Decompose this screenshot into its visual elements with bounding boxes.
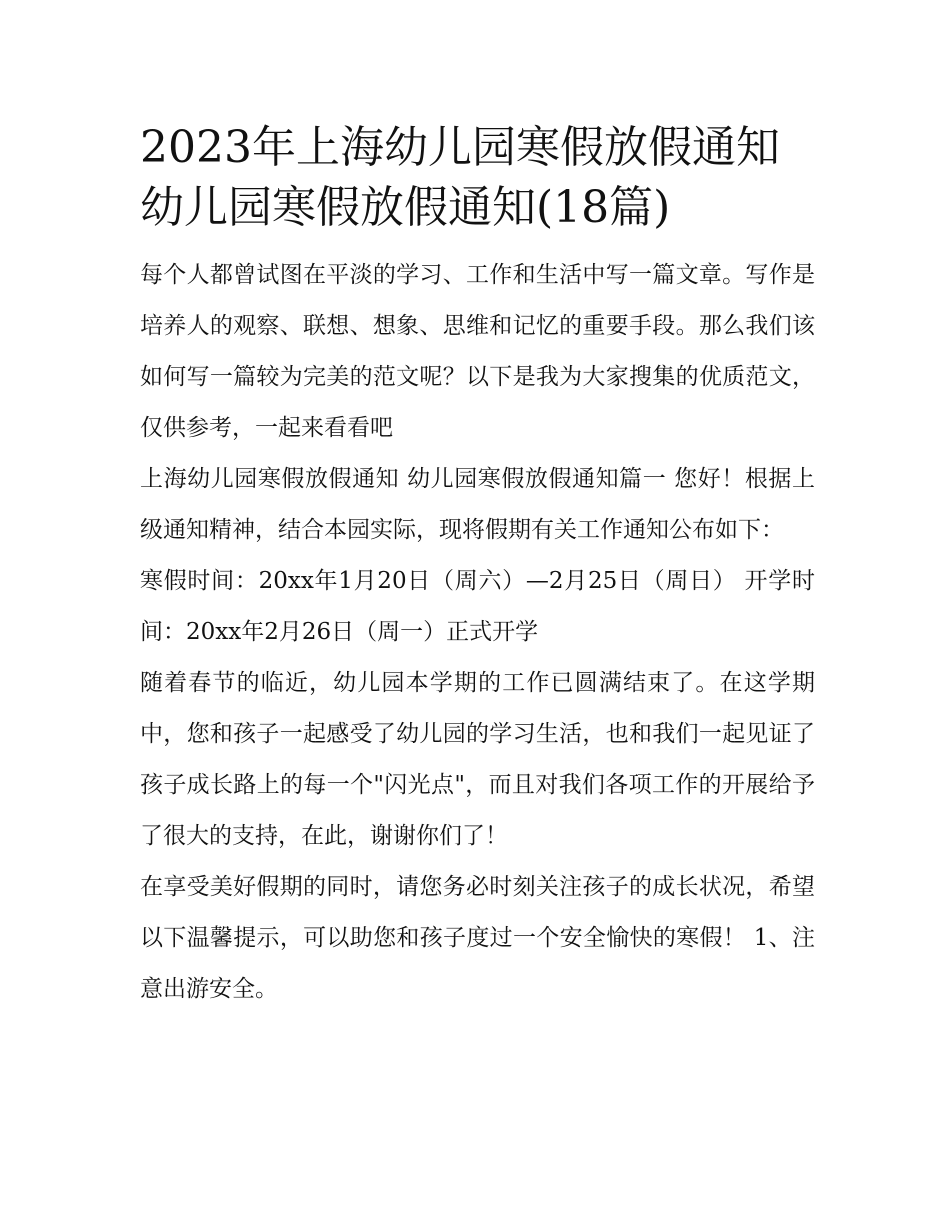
paragraph-thanks: 随着春节的临近，幼儿园本学期的工作已圆满结束了。在这学期中，您和孩子一起感受了幼儿园的学习生活，也和我们一起见证了孩子成长路上的每一个"闪光点"，而且对我们各项工作的开展给予了很大的支持，在此，谢谢你们了！ <box>140 670 815 849</box>
paragraph-tips: 在享受美好假期的同时，请您务必时刻关注孩子的成长状况，希望以下温馨提示，可以助您和孩子度过一个安全愉快的寒假！ 1、注意出游安全。 <box>140 874 815 1002</box>
paragraph-intro: 每个人都曾试图在平淡的学习、工作和生活中写一篇文章。写作是培养人的观察、联想、想象、思维和记忆的重要手段。那么我们该如何写一篇较为完美的范文呢？以下是我为大家搜集的优质范文，仅供参考，一起来看看吧 <box>140 262 815 441</box>
document-content <box>140 118 815 1015</box>
paragraph-notice-opening: 上海幼儿园寒假放假通知 幼儿园寒假放假通知篇一 您好！根据上级通知精神，结合本园实际，现将假期有关工作通知公布如下： <box>140 466 815 543</box>
paragraph-schedule: 寒假时间：20xx年1月20日（周六）—2月25日（周日） 开学时间：20xx年2月26日（周一）正式开学 <box>140 568 815 645</box>
document-title: 2023年上海幼儿园寒假放假通知 幼儿园寒假放假通知(18篇) <box>140 122 780 233</box>
